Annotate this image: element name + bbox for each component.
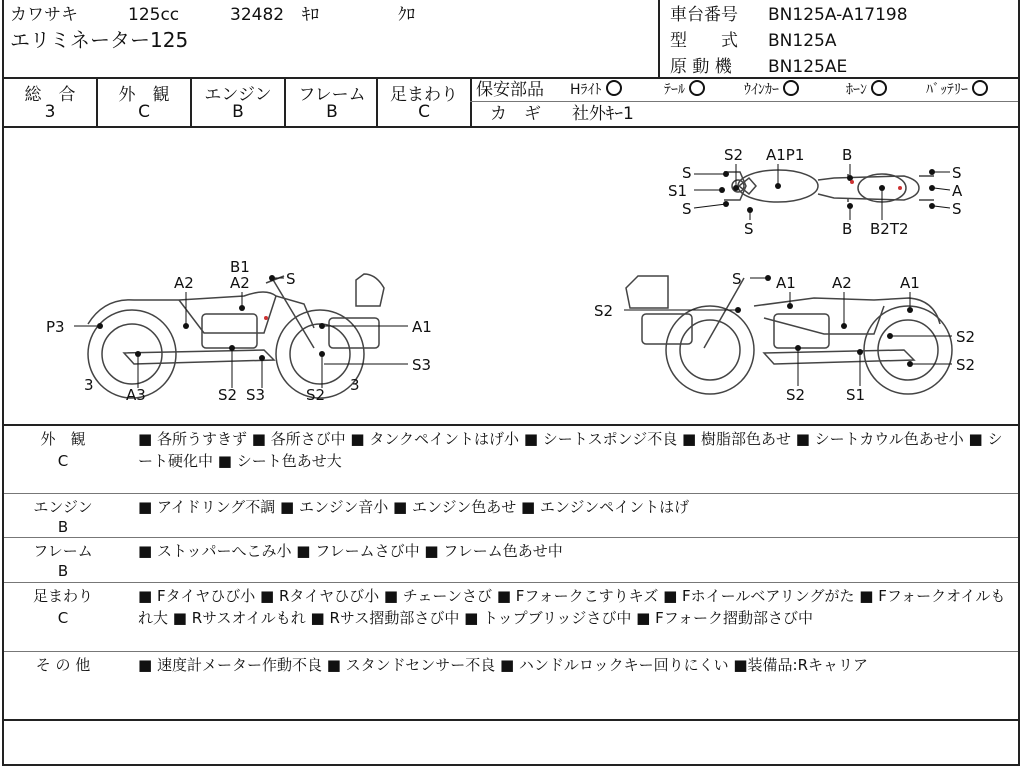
label-top-a: A — [952, 182, 963, 200]
label-right-a1: A1 — [776, 274, 796, 292]
label-left-a2: A2 — [230, 274, 250, 292]
color: ｸﾛ — [398, 5, 415, 25]
section-exterior-label: 外 観 — [40, 430, 86, 448]
frame-no: BN125A-A17198 — [768, 5, 908, 25]
safety-item-horn: ﾎｰﾝ — [846, 80, 887, 100]
section-chassis-text: ■ Fタイヤひび小 ■ Rタイヤひび小 ■ チェーンさび ■ Fフォークこすりキズ ■ Fホイールベアリングがた ■ Fフォークオイルもれ大 ■ Rサスオイルもれ ■ Rサス摺動部さび中 ■ トップブリッジさび中 ■ Fフォーク摺動部さび中 — [138, 587, 1006, 627]
label-top-b2t2: B2T2 — [870, 220, 909, 238]
label-right-s: S — [732, 270, 742, 288]
label-top-s: S — [744, 220, 754, 238]
grade-engine-label: エンジン — [204, 85, 272, 105]
grade-engine-value: B — [232, 102, 244, 122]
diagram-bottom-line — [4, 424, 1018, 426]
label-right-s2: S2 — [956, 356, 976, 374]
label-right-s2: S2 — [956, 328, 976, 346]
label-top-b: B — [842, 220, 853, 238]
section-engine-label: エンジン — [33, 498, 93, 516]
ok-circle-icon — [783, 80, 799, 96]
label-left-p3: P3 — [46, 318, 65, 336]
section-frame-label: フレーム — [33, 542, 93, 560]
label-left-b1: B1 — [230, 258, 250, 276]
label-left-s2: S2 — [306, 386, 326, 404]
left-side-labels — [46, 258, 432, 404]
safety-item-headlight: Hﾗｲﾄ — [570, 80, 622, 100]
inspection-sheet — [2, 0, 1020, 766]
safety-item-tail: ﾃｰﾙ — [664, 80, 705, 100]
label-left-s2: S2 — [218, 386, 238, 404]
engine-model: BN125AE — [768, 57, 848, 77]
grade-overall-value: 3 — [44, 102, 56, 122]
ok-circle-icon — [689, 80, 705, 96]
key-value: 社外ｷｰ1 — [572, 104, 634, 124]
label-top-s1: S1 — [668, 182, 688, 200]
label-left-3: 3 — [350, 376, 360, 394]
grade-frame-value: B — [326, 102, 338, 122]
safety-label: 保安部品 — [476, 80, 544, 100]
section-chassis-label: 足まわり — [32, 587, 93, 605]
label-left-a2: A2 — [174, 274, 194, 292]
maker: カワサキ — [10, 5, 78, 25]
ok-circle-icon — [606, 80, 622, 96]
label-right-s1: S1 — [846, 386, 866, 404]
section-engine-text: ■ アイドリング不調 ■ エンジン音小 ■ エンジン色あせ ■ エンジンペイントはげ — [138, 498, 690, 516]
key-label: カ ギ — [490, 104, 541, 124]
section-chassis-grade: C — [57, 609, 69, 627]
label-left-a1: A1 — [412, 318, 432, 336]
damage-diagram — [4, 128, 1018, 424]
label-top-b: B — [842, 146, 853, 164]
section-other-label: そ の 他 — [35, 656, 91, 674]
label-left-s3: S3 — [246, 386, 266, 404]
label-right-s2: S2 — [786, 386, 806, 404]
section-exterior-grade: C — [57, 452, 69, 470]
label-right-s2: S2 — [594, 302, 614, 320]
type-value: BN125A — [768, 31, 837, 51]
safety-item-battery: ﾊﾞｯﾃﾘｰ — [926, 80, 988, 100]
ok-circle-icon — [972, 80, 988, 96]
section-frame-text: ■ ストッパーへこみ小 ■ フレームさび中 ■ フレーム色あせ中 — [138, 542, 563, 560]
displacement: 125cc — [128, 5, 180, 25]
label-top-s2: S2 — [724, 146, 744, 164]
section-engine-grade: B — [57, 518, 69, 536]
mileage: 32482 — [230, 5, 285, 25]
type-label: 型 式 — [670, 31, 738, 51]
label-top-s: S — [952, 164, 962, 182]
right-side-labels — [594, 270, 975, 404]
grade-frame-label: フレーム — [298, 85, 366, 105]
label-left-a3: A3 — [126, 386, 146, 404]
mileage-unit: ｷﾛ — [302, 5, 319, 25]
grade-exterior-value: C — [138, 102, 150, 122]
left-side-bike — [88, 274, 384, 398]
label-top-s: S — [682, 200, 692, 218]
header-bottom-line — [4, 77, 1018, 79]
engine-label: 原 動 機 — [670, 57, 732, 77]
grade-chassis-label: 足まわり — [390, 85, 458, 105]
section-exterior-text: ■ 各所うすきず ■ 各所さび中 ■ タンクペイントはげ小 ■ シートスポンジ不良 ■ 樹脂部色あせ ■ シートカウル色あせ小 ■ シート硬化中 ■ シート色あせ大 — [138, 430, 1003, 470]
label-right-a1: A1 — [900, 274, 920, 292]
label-top-a1p1: A1P1 — [766, 146, 805, 164]
label-top-s: S — [682, 164, 692, 182]
frame-no-label: 車台番号 — [670, 5, 738, 25]
section-other-text: ■ 速度計メーター作動不良 ■ スタンドセンサー不良 ■ ハンドルロックキー回りにくい ■装備品:Rキャリア — [138, 656, 869, 674]
label-left-3: 3 — [84, 376, 94, 394]
ok-circle-icon — [871, 80, 887, 96]
label-right-a2: A2 — [832, 274, 852, 292]
grade-overall-label: 総 合 — [24, 85, 76, 105]
header-divider — [658, 0, 660, 77]
diagram-markers — [97, 169, 935, 367]
label-left-s3: S3 — [412, 356, 432, 374]
right-side-bike — [626, 276, 952, 394]
label-left-s: S — [286, 270, 296, 288]
label-top-s: S — [952, 200, 962, 218]
sections-bottom-line — [4, 719, 1018, 721]
safety-item-winker: ｳｲﾝｶｰ — [744, 80, 799, 100]
grade-exterior-label: 外 観 — [118, 85, 170, 105]
top-view-bike — [724, 170, 934, 202]
grade-chassis-value: C — [418, 102, 430, 122]
section-frame-grade: B — [57, 562, 69, 580]
model-name: エリミネーター125 — [10, 28, 189, 52]
